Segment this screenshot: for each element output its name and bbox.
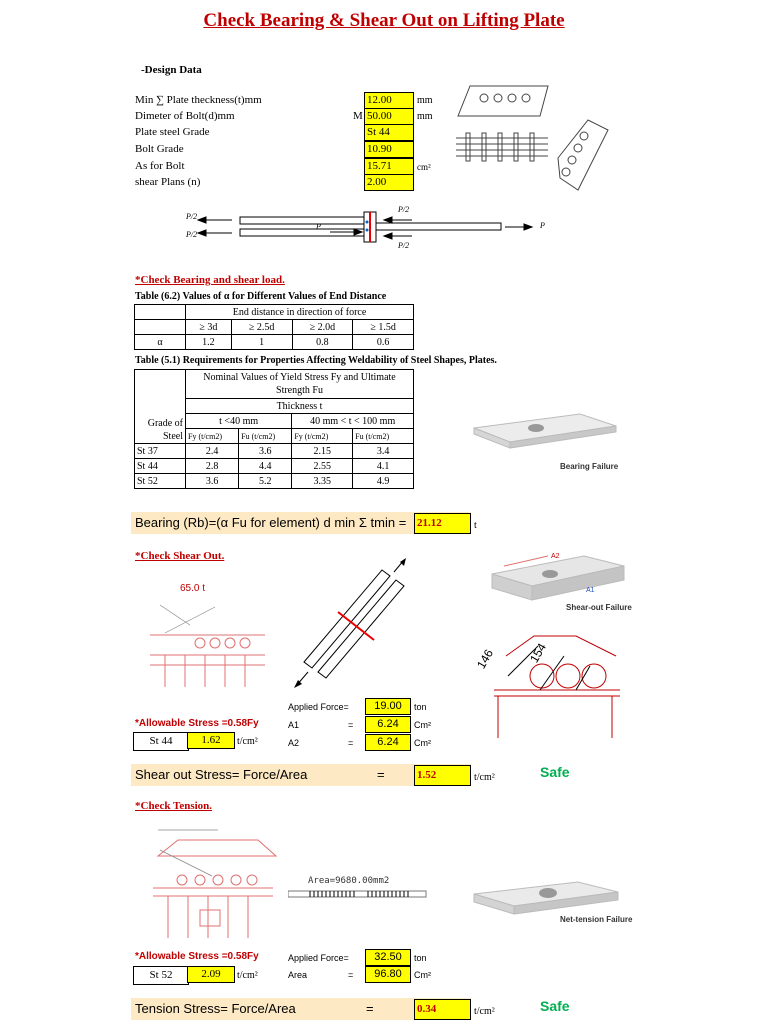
bearing-formula: Bearing (Rb)=(α Fu for element) d min Σ tmin = [135, 515, 407, 530]
bolt-dia-value[interactable]: 50.00 [364, 108, 414, 125]
lifting-plate-sketch [448, 78, 618, 200]
as-bolt-unit: cm² [417, 162, 431, 172]
table51-cell: 4.1 [353, 459, 414, 474]
a1-unit: Cm² [414, 720, 431, 730]
tension-status-safe: Safe [540, 998, 570, 1014]
tension-grade: St 52 [133, 966, 189, 985]
a1-eq: = [348, 720, 354, 730]
table62-alpha: α [135, 335, 186, 350]
table62-val: 1 [231, 335, 292, 350]
table62-caption: Table (6.2) Values of α for Different Values of End Distance [135, 291, 387, 302]
tension-result-unit: t/cm² [474, 1006, 495, 1017]
table51-sub: Fy (t/cm2) [186, 429, 239, 444]
table51-grade-label: Grade of Steel [135, 370, 186, 444]
table51-cell: 2.15 [292, 444, 353, 459]
bolt-prefix: M [353, 110, 363, 122]
row-label-as-bolt: As for Bolt [135, 160, 185, 172]
table51-caption: Table (5.1) Requirements for Properties Affecting Weldability of Steel Shapes, Plates. [135, 355, 497, 366]
applied-force-value[interactable]: 19.00 [365, 698, 411, 715]
tension-drawing [148, 826, 278, 946]
table62-val: 1.2 [186, 335, 232, 350]
table51-cell: 3.6 [239, 444, 292, 459]
table51-sub: Fu (t/cm2) [353, 429, 414, 444]
a1-label: A1 [288, 720, 300, 730]
tension-applied-force-unit: ton [414, 953, 427, 963]
shear-plans-value[interactable]: 2.00 [364, 174, 414, 191]
shear-allowable-label: *Allowable Stress =0.58Fy [135, 718, 259, 729]
table-5-1 [134, 369, 414, 489]
table51-sub: Fu (t/cm2) [239, 429, 292, 444]
shear-result-label: Shear out Stress= Force/Area [135, 767, 308, 782]
plate-grade-value[interactable]: St 44 [364, 124, 414, 141]
tension-result-value[interactable]: 0.34 [414, 999, 471, 1020]
tension-area-text: Area=9680.00mm2 [308, 876, 390, 886]
table-6-2 [134, 304, 414, 350]
applied-force-unit: ton [414, 702, 427, 712]
shear-result-unit: t/cm² [474, 772, 495, 783]
row-label-bolt-grade: Bolt Grade [135, 143, 184, 155]
row-label-thickness: Min ∑ Plate theckness(t)mm [135, 94, 262, 106]
bearing-value[interactable]: 21.12 [414, 513, 471, 534]
shear-drawing [145, 595, 275, 695]
force-p-half-r2: P/2 [398, 241, 410, 250]
table51-cell: 2.4 [186, 444, 239, 459]
table51-header: Nominal Values of Yield Stress Fy and Ultimate Strength Fu [186, 370, 414, 399]
shear-status-safe: Safe [540, 764, 570, 780]
bearing-failure-label: Bearing Failure [560, 462, 619, 471]
tension-area-unit: Cm² [414, 970, 431, 980]
shear-allowable-unit: t/cm² [237, 736, 258, 747]
table51-cell: 2.55 [292, 459, 353, 474]
table62-col: ≥ 2.0d [292, 320, 353, 335]
table51-grade: St 44 [135, 459, 186, 474]
tension-net-section-strip [288, 888, 428, 900]
tension-applied-force-label: Applied Force= [288, 953, 349, 963]
table51-cell: 3.6 [186, 474, 239, 489]
tension-applied-force-value[interactable]: 32.50 [365, 949, 411, 966]
shear-result-eq: = [377, 767, 385, 782]
shear-out-failure-label: Shear-out Failure [566, 603, 632, 612]
tension-result-eq: = [366, 1001, 374, 1016]
bolt-grade-value[interactable]: 10.90 [364, 141, 414, 158]
table51-cell: 3.4 [353, 444, 414, 459]
tension-allowable-label: *Allowable Stress =0.58Fy [135, 951, 259, 962]
bearing-unit: t [474, 520, 477, 531]
table51-cell: 4.4 [239, 459, 292, 474]
table62-col: ≥ 3d [186, 320, 232, 335]
row-label-shear-plans: shear Plans (n) [135, 176, 201, 188]
a1-tag-upper: A2 [551, 553, 560, 560]
a2-label: A2 [288, 738, 300, 748]
a2-unit: Cm² [414, 738, 431, 748]
design-data-heading: -Design Data [141, 64, 202, 76]
table62-col: ≥ 2.5d [231, 320, 292, 335]
force-p-half-r1: P/2 [398, 205, 410, 214]
bearing-heading: *Check Bearing and shear load. [135, 274, 285, 286]
shear-grade: St 44 [133, 732, 189, 751]
table51-t2: 40 mm < t < 100 mm [292, 414, 414, 429]
table51-grade: St 37 [135, 444, 186, 459]
shear-force-diagram [282, 550, 412, 690]
table62-val: 0.8 [292, 335, 353, 350]
a2-eq: = [348, 738, 354, 748]
table51-cell: 5.2 [239, 474, 292, 489]
dim-154: 154 [526, 640, 550, 666]
thickness-unit: mm [417, 95, 433, 106]
shear-result-value[interactable]: 1.52 [414, 765, 471, 786]
tension-result-label: Tension Stress= Force/Area [135, 1001, 296, 1016]
shear-load-label: 65.0 t [180, 583, 206, 594]
tension-heading: *Check Tension. [135, 800, 213, 812]
force-p-half-bottom: P/2 [186, 230, 198, 239]
shear-detail [486, 630, 626, 740]
table51-grade: St 52 [135, 474, 186, 489]
table51-sub: Fy (t/cm2) [292, 429, 353, 444]
force-p-half-top: P/2 [186, 212, 198, 221]
table51-cell: 4.9 [353, 474, 414, 489]
shear-allowable-value[interactable]: 1.62 [187, 732, 235, 749]
force-p-mid: P [316, 222, 321, 231]
a1-value[interactable]: 6.24 [365, 716, 411, 733]
dim-146: 146 [473, 646, 497, 672]
bolt-dia-unit: mm [417, 111, 433, 122]
tension-allowable-value[interactable]: 2.09 [187, 966, 235, 983]
bearing-failure-illustration [470, 406, 620, 466]
tension-area-label: Area [288, 970, 308, 980]
force-p-right: P [540, 221, 545, 230]
table51-cell: 2.8 [186, 459, 239, 474]
table51-thickness: Thickness t [186, 399, 414, 414]
tension-area-eq: = [348, 970, 354, 980]
table51-cell: 3.35 [292, 474, 353, 489]
table62-col: ≥ 1.5d [353, 320, 414, 335]
thickness-value[interactable]: 12.00 [364, 92, 414, 109]
a1-tag-lower: A1 [586, 587, 595, 594]
row-label-bolt-dia: Dimeter of Bolt(d)mm [135, 110, 235, 122]
row-label-plate-grade: Plate steel Grade [135, 126, 210, 138]
tension-area-value[interactable]: 96.80 [365, 966, 411, 983]
a2-value[interactable]: 6.24 [365, 734, 411, 751]
tension-allowable-unit: t/cm² [237, 970, 258, 981]
as-bolt-value[interactable]: 15.71 [364, 158, 414, 175]
table62-header: End distance in direction of force [186, 305, 414, 320]
net-tension-failure-label: Net-tension Failure [560, 915, 633, 924]
table51-t1: t <40 mm [186, 414, 292, 429]
table62-val: 0.6 [353, 335, 414, 350]
page-title: Check Bearing & Shear Out on Lifting Plate [203, 10, 565, 31]
shear-heading: *Check Shear Out. [135, 550, 225, 562]
force-diagram [180, 200, 550, 250]
applied-force-label: Applied Force= [288, 702, 349, 712]
